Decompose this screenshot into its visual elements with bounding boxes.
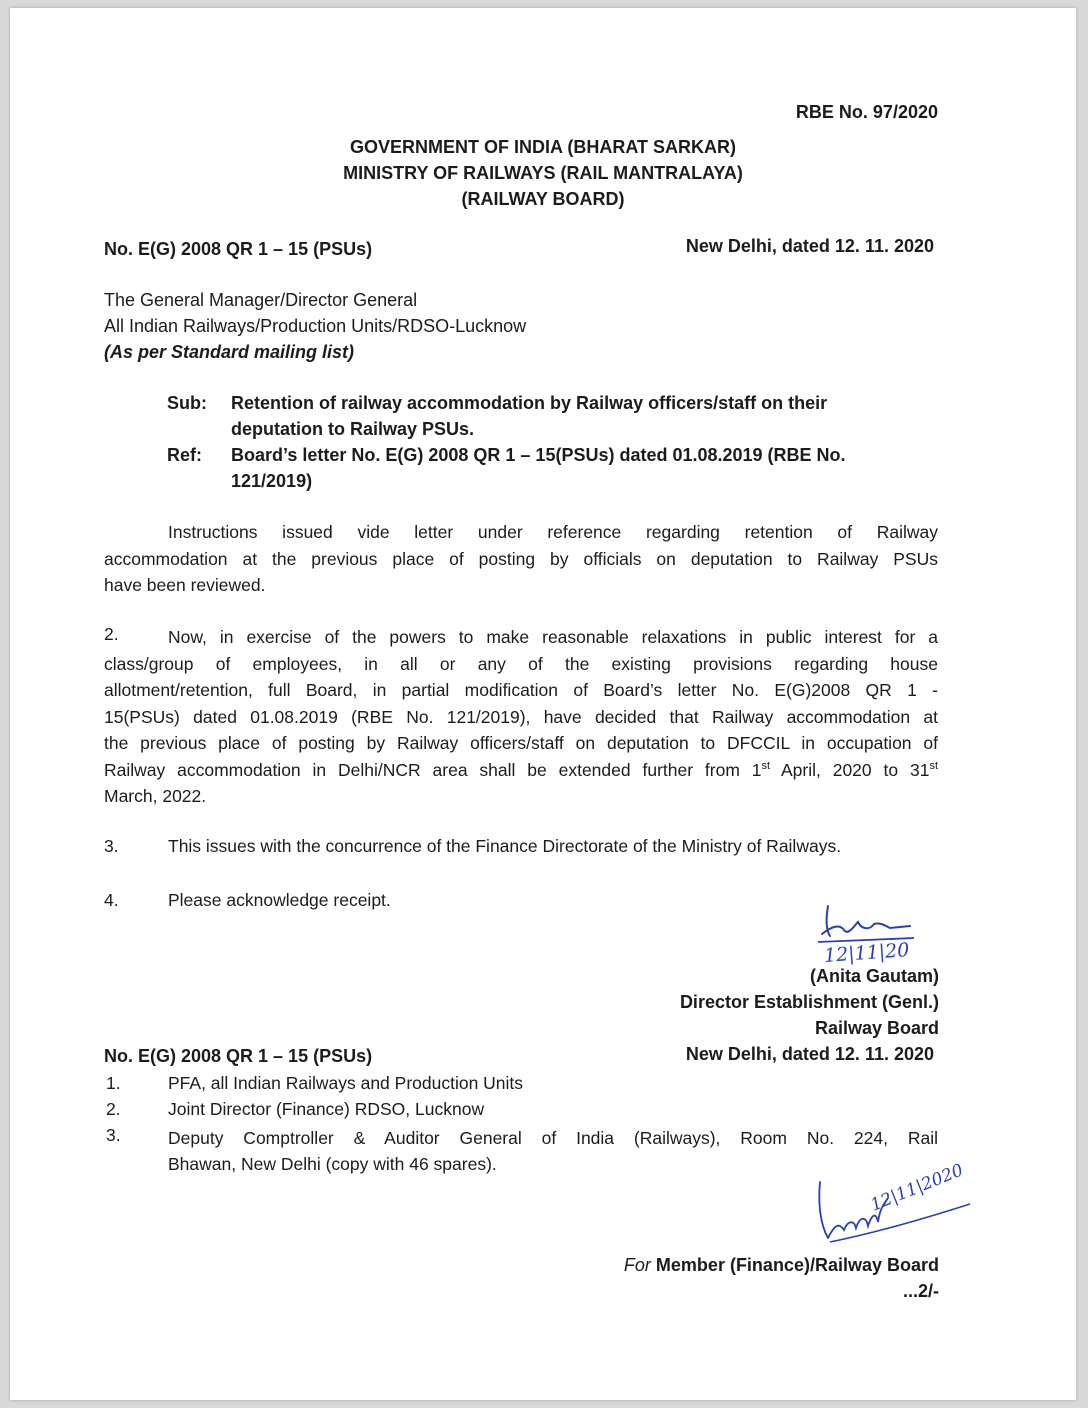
copy-item-1-text: PFA, all Indian Railways and Production Units <box>168 1073 524 1093</box>
addressee-line-3: (As per Standard mailing list) <box>104 342 355 362</box>
subject-line-1: Retention of railway accommodation by Railway officers/staff on their <box>231 393 828 413</box>
paragraph-3-number: 3. <box>104 836 119 856</box>
copy-item-3-number: 3. <box>106 1125 121 1145</box>
paragraph-2-line-4: 15(PSUs) dated 01.08.2019 (RBE No. 121/2019), have decided that Railway accommodation at <box>104 706 938 727</box>
org-line-3: (RAILWAY BOARD) <box>461 189 625 209</box>
rbe-number: RBE No. 97/2020 <box>795 102 938 122</box>
for-line <box>624 1255 939 1276</box>
reference-line-1: Board’s letter No. E(G) 2008 QR 1 – 15(PSUs) dated 01.08.2019 (RBE No. <box>231 445 846 465</box>
signatory-name: (Anita Gautam) <box>809 966 939 986</box>
paragraph-2-line-6a: Railway accommodation in Delhi/NCR area shall be extended further from 1 <box>104 759 762 780</box>
signatory-office: Railway Board <box>814 1018 939 1038</box>
paragraph-2-line-6b: April, 2020 to 31 <box>770 759 930 780</box>
paragraph-2-line-5: the previous place of posting by Railway officers/staff on deputation to DFCCIL in occupation of <box>104 733 938 753</box>
place-date: New Delhi, dated 12. 11. 2020 <box>685 236 934 256</box>
paragraph-2-line-6 <box>104 757 938 784</box>
document-page <box>10 8 1076 1400</box>
for-member-finance: Member (Finance)/Railway Board <box>650 1255 939 1275</box>
signatory-designation: Director Establishment (Genl.) <box>679 992 939 1012</box>
file-number: No. E(G) 2008 QR 1 – 15 (PSUs) <box>104 239 373 259</box>
paragraph-4-number: 4. <box>104 890 119 910</box>
for-italic: For <box>623 1255 651 1275</box>
subject-label: Sub: <box>167 393 207 413</box>
copy-place-date: New Delhi, dated 12. 11. 2020 <box>685 1044 934 1064</box>
copy-item-2-number: 2. <box>106 1099 121 1119</box>
continued-page-marker: ...2/- <box>902 1281 939 1301</box>
paragraph-1-line-2: accommodation at the previous place of posting by officials on deputation to Railway PSUs <box>104 548 938 569</box>
paragraph-2-line-1: Now, in exercise of the powers to make reasonable relaxations in public interest for a <box>168 627 938 647</box>
copy-item-2-text: Joint Director (Finance) RDSO, Lucknow <box>168 1099 485 1119</box>
paragraph-2-line-7: March, 2022. <box>104 786 207 806</box>
addressee-line-1: The General Manager/Director General <box>104 290 418 310</box>
paragraph-4-text: Please acknowledge receipt. <box>168 890 391 910</box>
paragraph-2-number: 2. <box>104 624 119 644</box>
signature-date: 12|11|20 <box>823 939 911 967</box>
copy-item-1-number: 1. <box>106 1073 121 1093</box>
paragraph-1 <box>104 519 938 599</box>
paragraph-2 <box>104 624 938 810</box>
subject-line-2: deputation to Railway PSUs. <box>231 419 475 439</box>
paragraph-1-line-3: have been reviewed. <box>104 575 266 595</box>
reference-line-2: 121/2019) <box>231 471 313 491</box>
paragraph-1-line-1: Instructions issued vide letter under reference regarding retention of Railway <box>168 522 938 542</box>
superscript-st-2: st <box>929 759 938 772</box>
addressee-line-2: All Indian Railways/Production Units/RDSO-Lucknow <box>104 316 527 336</box>
org-line-2: MINISTRY OF RAILWAYS (RAIL MANTRALAYA) <box>343 163 743 183</box>
copy-file-number: No. E(G) 2008 QR 1 – 15 (PSUs) <box>104 1046 373 1066</box>
reference-label: Ref: <box>167 445 202 465</box>
copy-item-3-line-2: Bhawan, New Delhi (copy with 46 spares). <box>168 1154 497 1174</box>
paragraph-2-line-2: class/group of employees, in all or any of the existing provisions regarding house <box>104 653 938 674</box>
paragraph-3-text: This issues with the concurrence of the Finance Directorate of the Ministry of Railways. <box>168 836 842 856</box>
superscript-st-1: st <box>761 759 771 772</box>
org-line-1: GOVERNMENT OF INDIA (BHARAT SARKAR) <box>350 137 736 157</box>
paragraph-2-line-3: allotment/retention, full Board, in partial modification of Board’s letter No. E(G)2008 QR 1 - <box>104 680 938 700</box>
copy-item-3-line-1: Deputy Comptroller & Auditor General of India (Railways), Room No. 224, Rail <box>168 1128 938 1148</box>
signature-2-date: 12|11|2020 <box>867 1160 967 1216</box>
